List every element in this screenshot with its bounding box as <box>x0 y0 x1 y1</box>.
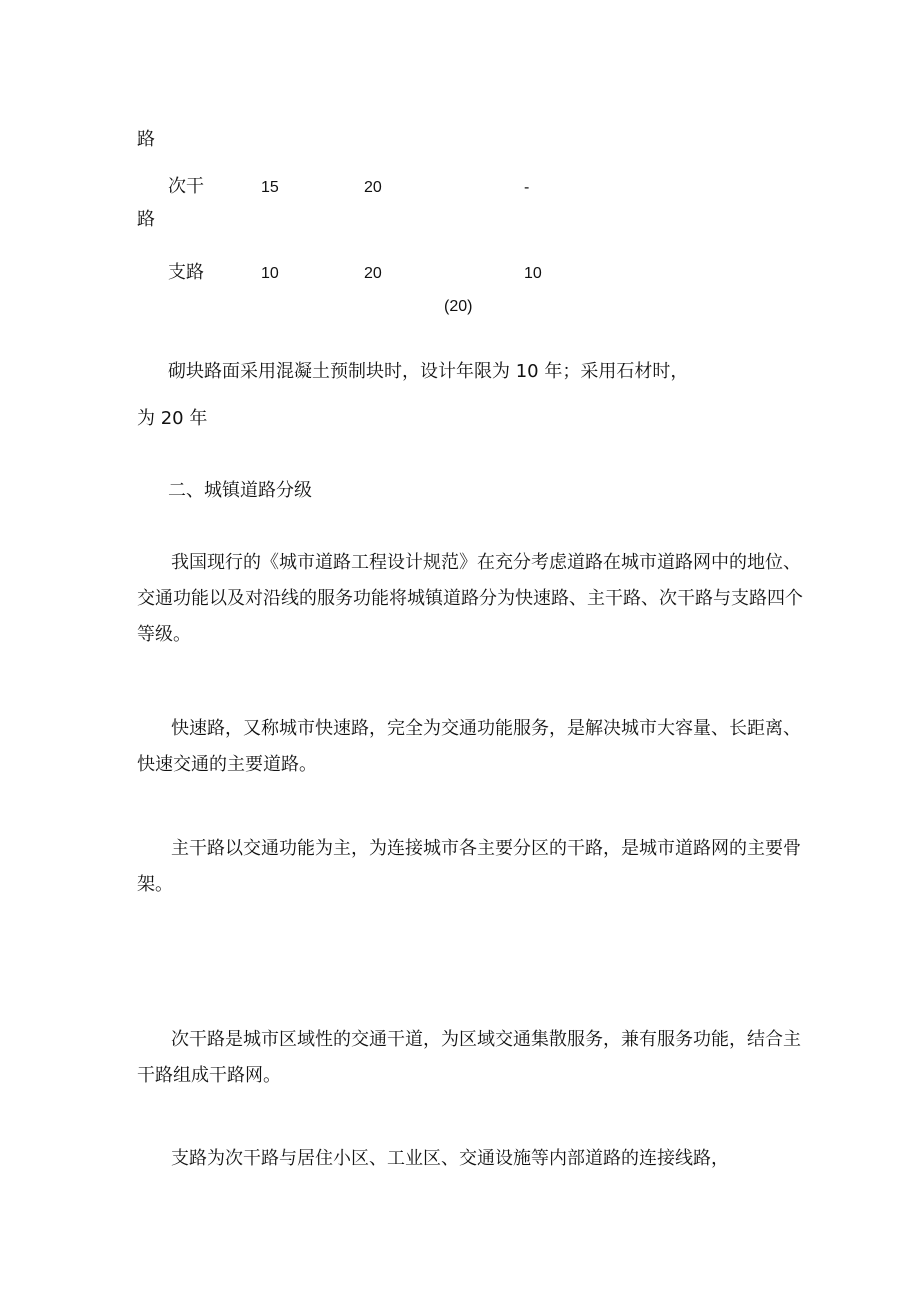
paragraph-trunk-road: 主干路以交通功能为主，为连接城市各主要分区的干路，是城市道路网的主要骨架。 <box>137 838 801 895</box>
table-row3-col3: 10 <box>524 265 542 282</box>
table-row2-label: 次干 <box>168 176 204 197</box>
note-line2: 为 20 年 <box>137 408 208 429</box>
table-row3-label: 支路 <box>168 262 204 283</box>
paragraph-classification: 我国现行的《城市道路工程设计规范》在充分考虑道路在城市道路网中的地位、交通功能以及对沿线的服务功能将城镇道路分为快速路、主干路、次干路与支路四个等级。 <box>137 552 803 645</box>
table-row3-col3-sub: (20) <box>444 298 473 315</box>
note-line1: 砌块路面采用混凝土预制块时，设计年限为 10 年；采用石材时， <box>168 361 689 382</box>
table-row2-col2: 20 <box>364 179 382 196</box>
table-row2-label-tail: 路 <box>137 209 155 230</box>
paragraph-expressway: 快速路，又称城市快速路，完全为交通功能服务，是解决城市大容量、长距离、快速交通的主要道路。 <box>137 718 801 775</box>
paragraph-secondary-trunk: 次干路是城市区域性的交通干道，为区域交通集散服务，兼有服务功能，结合主干路组成干路网。 <box>137 1029 801 1086</box>
table-row2-col3: - <box>524 179 530 196</box>
paragraph-branch-road: 支路为次干路与居住小区、工业区、交通设施等内部道路的连接线路， <box>171 1148 729 1169</box>
table-row3-col1: 10 <box>261 265 279 282</box>
table-row2-col1: 15 <box>261 179 279 196</box>
table-row3-col2: 20 <box>364 265 382 282</box>
section-heading: 二、城镇道路分级 <box>168 480 312 501</box>
table-row1-label-tail: 路 <box>137 129 155 150</box>
